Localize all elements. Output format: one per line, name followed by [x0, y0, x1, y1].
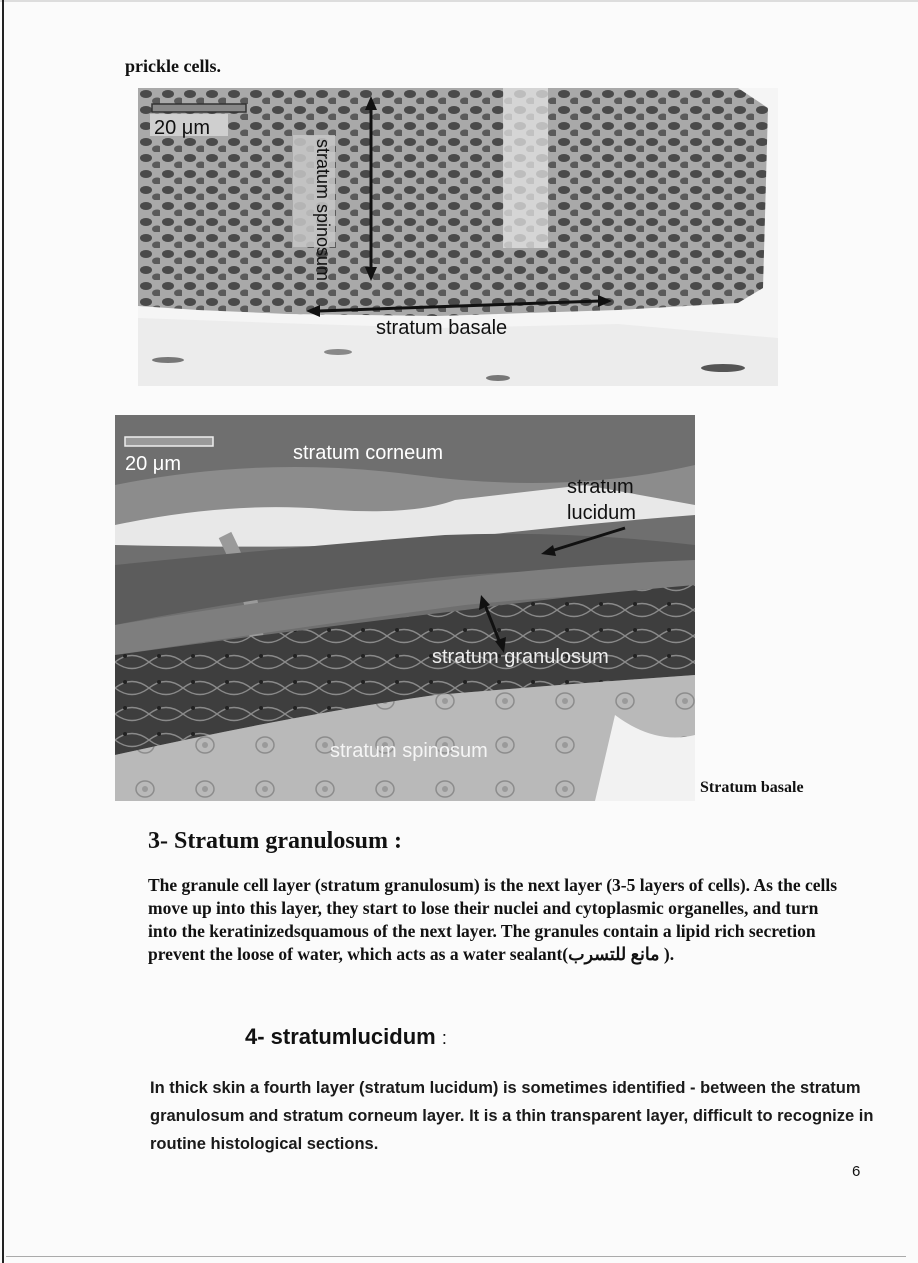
caption-stratum-basale: Stratum basale	[700, 779, 804, 796]
section-title-stratum-granulosum: 3- Stratum granulosum :	[148, 828, 403, 854]
figure-caption-prickle-cells: prickle cells.	[125, 56, 221, 76]
paragraph-stratum-lucidum: In thick skin a fourth layer (stratum lucidum) is sometimes identified - between the stratum granulosum and stratum corneum layer. It is a thin transparent layer, difficult to recognize in routine histological sections.	[150, 1079, 874, 1153]
label-stratum-spinosum-vertical: stratum spinosum	[313, 139, 333, 282]
top-edge-line	[0, 0, 918, 2]
micrograph-2-svg	[115, 415, 695, 801]
scale-bar-label-2: 20 μm	[125, 453, 181, 475]
scale-bar-2	[125, 437, 213, 446]
section-title-stratum-lucidum	[245, 1024, 447, 1050]
label-stratum-corneum: stratum corneum	[293, 442, 444, 464]
paragraph-stratum-granulosum: The granule cell layer (stratum granulosum) is the next layer (3-5 layers of cells). As the cells move up into this layer, they start to lose their nuclei and cytoplasmic organelles, and turn into the keratinizedsquamous of the next layer. The granules contain a lipid rich secretion prevent the loose of water, which acts as a water sealant(مانع للتسرب ).	[148, 875, 838, 964]
label-stratum-lucidum-line1: stratum	[567, 476, 634, 498]
label-stratum-basale: stratum basale	[376, 317, 508, 339]
micrograph-1-svg	[138, 88, 778, 386]
micrograph-thick-skin-layers	[115, 415, 695, 801]
micrograph-spinosum-basale	[138, 88, 778, 386]
scale-bar-label-1: 20 μm	[154, 117, 210, 139]
section-title-colon: :	[441, 1028, 447, 1048]
page-left-border	[2, 0, 4, 1263]
label-stratum-lucidum-line2: lucidum	[567, 502, 636, 524]
page-number: 6	[852, 1163, 861, 1180]
label-stratum-granulosum: stratum granulosum	[432, 646, 609, 668]
bottom-edge-line	[6, 1256, 906, 1257]
label-stratum-spinosum: stratum spinosum	[330, 740, 488, 762]
section-title-stratum-lucidum-text: 4- stratumlucidum	[245, 1024, 436, 1049]
scale-bar-1	[152, 104, 246, 112]
